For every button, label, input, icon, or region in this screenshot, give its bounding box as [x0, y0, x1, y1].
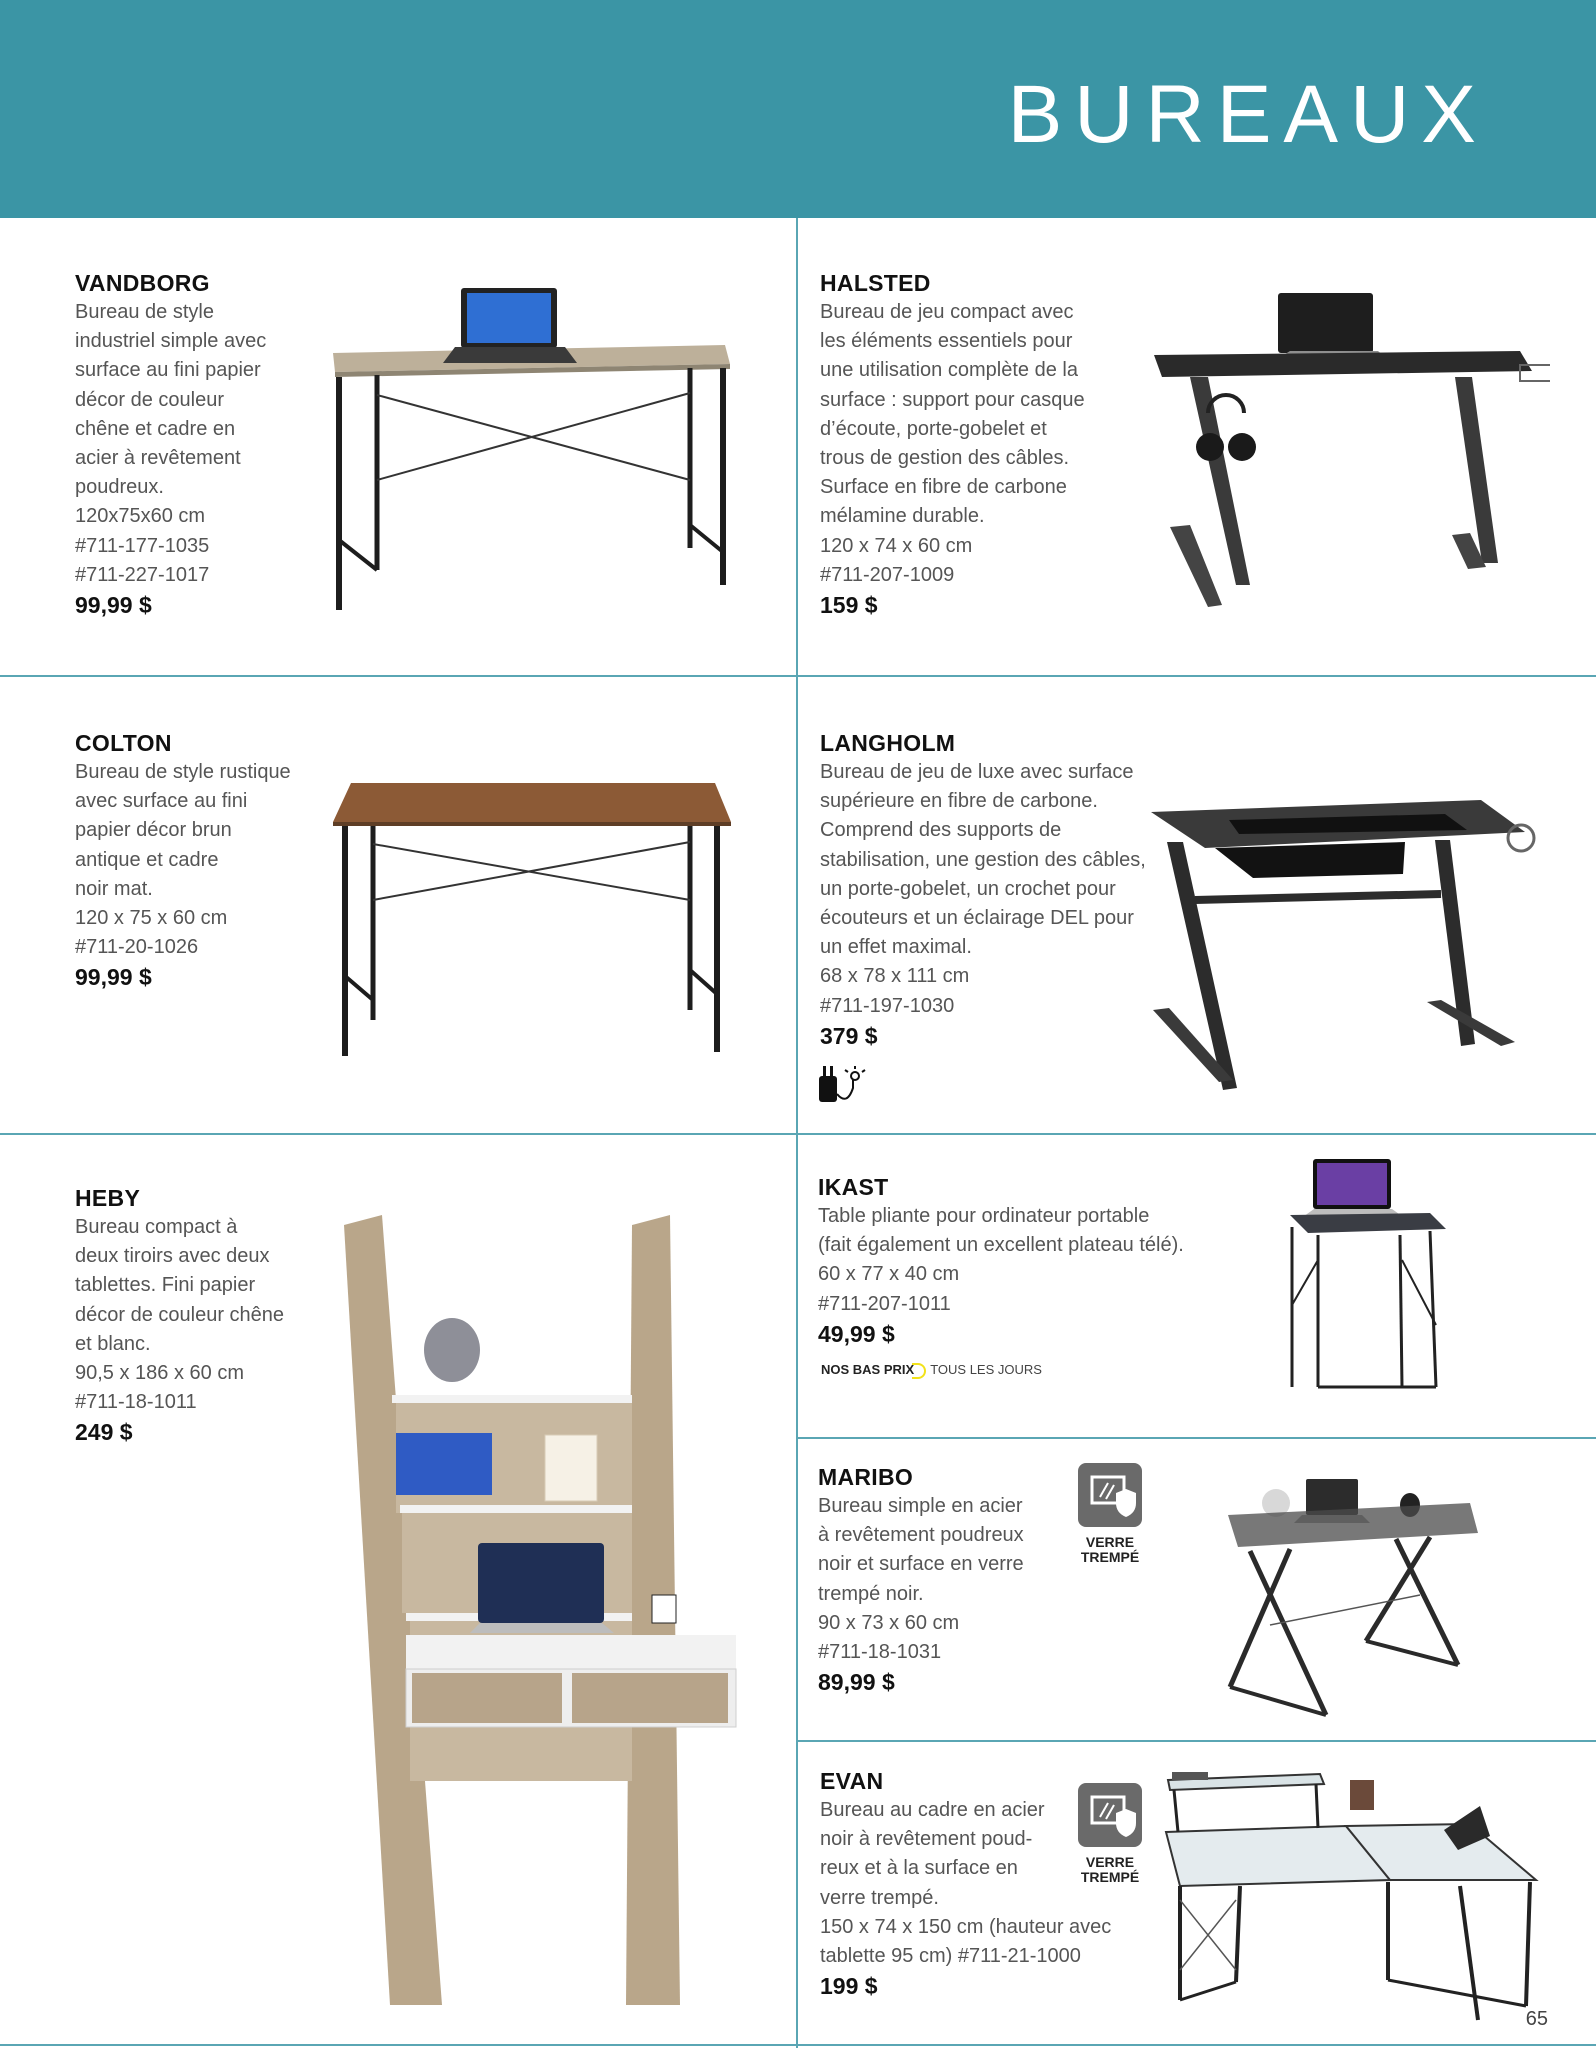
product-description: Bureau de style rustique avec surface au fini papier décor brun antique et cadre noir mat. [75, 761, 291, 900]
colton-desk-image [325, 780, 745, 1060]
product-price: 99,99 $ [75, 592, 152, 619]
promo-ring-icon [912, 1363, 926, 1379]
product-dimensions: 90,5 x 186 x 60 cm [75, 1362, 244, 1385]
product-langholm [820, 728, 1180, 1051]
product-dimensions: 120 x 74 x 60 cm [820, 534, 973, 557]
product-name: HEBY [75, 1185, 141, 1211]
tempered-glass-badge [1070, 1463, 1150, 1565]
product-price: 49,99 $ [818, 1320, 895, 1347]
page-header [0, 0, 1596, 218]
product-sku: #711-177-1035 [75, 534, 210, 557]
product-dimensions: 90 x 73 x 60 cm [818, 1611, 960, 1634]
page-number: 65 [1525, 2008, 1548, 2030]
product-name: COLTON [75, 730, 172, 756]
row-divider [797, 1740, 1596, 1742]
page-title: BUREAUX [1007, 69, 1488, 160]
maribo-desk-image [1220, 1475, 1480, 1725]
product-sku: #711-207-1011 [818, 1292, 951, 1315]
product-sku: #711-18-1031 [818, 1641, 942, 1664]
product-maribo [818, 1462, 1088, 1697]
product-description: Bureau simple en acier à revêtement poudreux noir et surface en verre trempé noir. [818, 1495, 1024, 1605]
product-halsted [820, 268, 1140, 620]
row-divider [0, 1133, 1596, 1135]
product-price: 199 $ [820, 1973, 878, 2000]
product-name: LANGHOLM [820, 730, 956, 756]
product-name: EVAN [820, 1768, 884, 1794]
product-heby [75, 1183, 335, 1447]
badge-label-line1: VERRE [1085, 1854, 1135, 1870]
product-name: IKAST [818, 1174, 889, 1200]
product-sku: #711-227-1017 [75, 563, 210, 586]
promo-low-price [821, 1362, 1042, 1379]
product-price: 99,99 $ [75, 964, 152, 991]
product-dimensions: 120 x 75 x 60 cm [75, 907, 228, 930]
ikast-table-image [1280, 1155, 1450, 1395]
product-sku: #711-207-1009 [820, 563, 955, 586]
product-description: Bureau de style industriel simple avec surface au fini papier décor de couleur chêne et cadre en acier à revêtement poudreux. [75, 301, 267, 499]
product-ikast [818, 1172, 1238, 1349]
promo-bold-text: NOS BAS PRIX [821, 1362, 915, 1377]
badge-label-line2: TREMPÉ [1080, 1549, 1140, 1565]
product-price: 249 $ [75, 1419, 133, 1446]
tempered-glass-badge [1070, 1783, 1150, 1885]
tempered-glass-icon [1078, 1463, 1142, 1527]
product-description: Table pliante pour ordinateur portable (fait également un excellent plateau télé). [818, 1205, 1184, 1257]
product-colton [75, 728, 315, 992]
led-plug-icon [817, 1064, 867, 1108]
product-name: HALSTED [820, 270, 931, 296]
product-description: Bureau compact à deux tiroirs avec deux tablettes. Fini papier décor de couleur chêne et blanc. [75, 1216, 285, 1355]
product-vandborg [75, 268, 315, 620]
promo-rest-text: TOUS LES JOURS [930, 1362, 1042, 1377]
product-dimensions: 60 x 77 x 40 cm [818, 1263, 960, 1286]
row-divider [797, 1437, 1596, 1439]
badge-label-line1: VERRE [1085, 1534, 1135, 1550]
vandborg-desk-image [325, 280, 735, 625]
row-divider [0, 675, 1596, 677]
product-description: Bureau de jeu compact avec les éléments essentiels pour une utilisation complète de la surface : support pour casque d’écoute, porte-gobelet et trous de gestion des câbles. Surface en fibre de carbone mélamine durable. [820, 301, 1085, 528]
product-sku: #711-18-1011 [75, 1391, 197, 1414]
product-price: 159 $ [820, 592, 878, 619]
product-dimensions: 120x75x60 cm [75, 505, 206, 528]
halsted-desk-image [1150, 285, 1550, 615]
tempered-glass-icon [1078, 1783, 1142, 1847]
product-description: Bureau de jeu de luxe avec surface supérieure en fibre de carbone. Comprend des supports de stabilisation, une gestion des câbles, un porte-gobelet, un crochet pour écouteurs et un éclairage DEL pour un effet maximal. [820, 761, 1146, 959]
badge-label-line2: TREMPÉ [1080, 1869, 1140, 1885]
product-dimensions: 68 x 78 x 111 cm [820, 965, 970, 988]
product-name: VANDBORG [75, 270, 210, 296]
product-price: 89,99 $ [818, 1669, 895, 1696]
heby-desk-image [340, 1215, 750, 2010]
product-price: 379 $ [820, 1022, 878, 1049]
langholm-desk-image [1145, 790, 1565, 1100]
product-sku: #711-197-1030 [820, 994, 955, 1017]
evan-desk-image [1160, 1770, 1540, 2030]
row-divider [0, 2044, 1596, 2046]
product-name: MARIBO [818, 1464, 914, 1490]
product-description: Bureau au cadre en acier noir à revêtement poud- reux et à la surface en verre trempé. 150 x 74 x 150 cm (hauteur avec tablette 95 cm) #711-21-1000 [820, 1799, 1112, 1968]
product-sku: #711-20-1026 [75, 936, 199, 959]
